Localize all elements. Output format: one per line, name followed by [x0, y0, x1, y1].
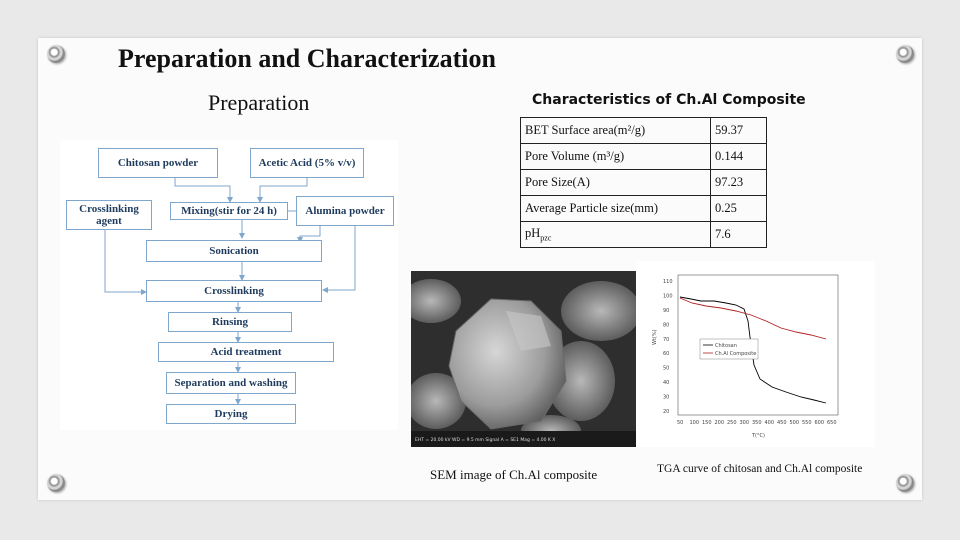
- property-label: Pore Volume (m³/g): [521, 144, 711, 170]
- tga-chart: [636, 261, 875, 447]
- flow-crosslinking-agent: Crosslinking agent: [66, 200, 152, 230]
- sem-image: [411, 271, 637, 447]
- flow-alumina-powder: Alumina powder: [296, 196, 394, 226]
- property-label: Pore Size(A): [521, 170, 711, 196]
- property-value: 7.6: [711, 222, 767, 248]
- x-tick-label: 450: [777, 420, 787, 426]
- x-tick-label: 50: [677, 420, 684, 426]
- property-value: 97.23: [711, 170, 767, 196]
- property-value: 0.25: [711, 196, 767, 222]
- pushpin-icon: [896, 474, 914, 492]
- y-tick-label: 70: [663, 336, 670, 343]
- x-tick-label: 150: [702, 420, 712, 426]
- table-row: [521, 170, 767, 196]
- legend-item: Ch.Al Composite: [715, 351, 757, 357]
- property-label: [521, 222, 711, 248]
- table-row: [521, 196, 767, 222]
- pzc-subscript: pzc: [540, 233, 552, 243]
- y-tick-label: 100: [663, 293, 673, 300]
- composite-curve: [680, 298, 826, 339]
- x-tick-label: 100: [689, 420, 700, 426]
- table-row: [521, 144, 767, 170]
- sem-info-bar: EHT = 20.00 kV WD = 9.5 mm Signal A = SE1 Mag = 4.00 K X: [415, 438, 556, 443]
- y-axis-label: Wt(%): [652, 329, 658, 345]
- tga-plot: [636, 261, 875, 447]
- property-label: BET Surface area(m²/g): [521, 118, 711, 144]
- preparation-flowchart: [60, 140, 398, 430]
- x-tick-label: 550: [802, 420, 812, 426]
- y-tick-label: 90: [663, 307, 670, 314]
- flow-rinsing: Rinsing: [168, 312, 292, 332]
- y-tick-label: 30: [663, 394, 670, 401]
- table-row: [521, 118, 767, 144]
- x-tick-label: 200: [714, 420, 725, 426]
- y-tick-label: 40: [663, 380, 670, 387]
- y-tick-label: 60: [663, 351, 670, 358]
- x-tick-label: 600: [814, 420, 825, 426]
- flow-sonication: Sonication: [146, 240, 322, 262]
- y-tick-label: 20: [663, 409, 670, 415]
- y-tick-label: 110: [663, 279, 673, 285]
- pushpin-icon: [47, 45, 65, 63]
- table-row: [521, 222, 767, 248]
- flow-acetic-acid: Acetic Acid (5% v/v): [250, 148, 364, 178]
- flow-mixing: Mixing(stir for 24 h): [170, 202, 288, 220]
- x-tick-label: 300: [739, 420, 750, 426]
- x-tick-label: 500: [789, 420, 800, 426]
- properties-table: [520, 117, 767, 248]
- slide-title: Preparation and Characterization: [118, 44, 496, 73]
- tga-caption: TGA curve of chitosan and Ch.Al composite: [657, 463, 863, 475]
- x-tick-label: 650: [827, 420, 837, 426]
- property-label: Average Particle size(mm): [521, 196, 711, 222]
- x-tick-label: 250: [727, 420, 737, 426]
- x-axis-label: T(°C): [752, 433, 765, 439]
- sem-micrograph: [411, 271, 637, 447]
- flow-acid-treatment: Acid treatment: [158, 342, 334, 362]
- property-value: 59.37: [711, 118, 767, 144]
- flow-crosslinking: Crosslinking: [146, 280, 322, 302]
- property-value: 0.144: [711, 144, 767, 170]
- flow-separation-washing: Separation and washing: [166, 372, 296, 394]
- preparation-heading: Preparation: [208, 90, 310, 115]
- y-tick-label: 80: [663, 322, 670, 329]
- x-tick-label: 400: [764, 420, 775, 426]
- flow-drying: Drying: [166, 404, 296, 424]
- characteristics-heading: Characteristics of Ch.Al Composite: [532, 92, 806, 108]
- pushpin-icon: [47, 474, 65, 492]
- pushpin-icon: [896, 45, 914, 63]
- x-tick-label: 350: [752, 420, 762, 426]
- flow-chitosan-powder: Chitosan powder: [98, 148, 218, 178]
- ph-label: pH: [525, 226, 541, 241]
- y-tick-label: 50: [663, 365, 670, 372]
- legend-item: Chitosan: [715, 343, 737, 349]
- sem-caption: SEM image of Ch.Al composite: [430, 467, 598, 482]
